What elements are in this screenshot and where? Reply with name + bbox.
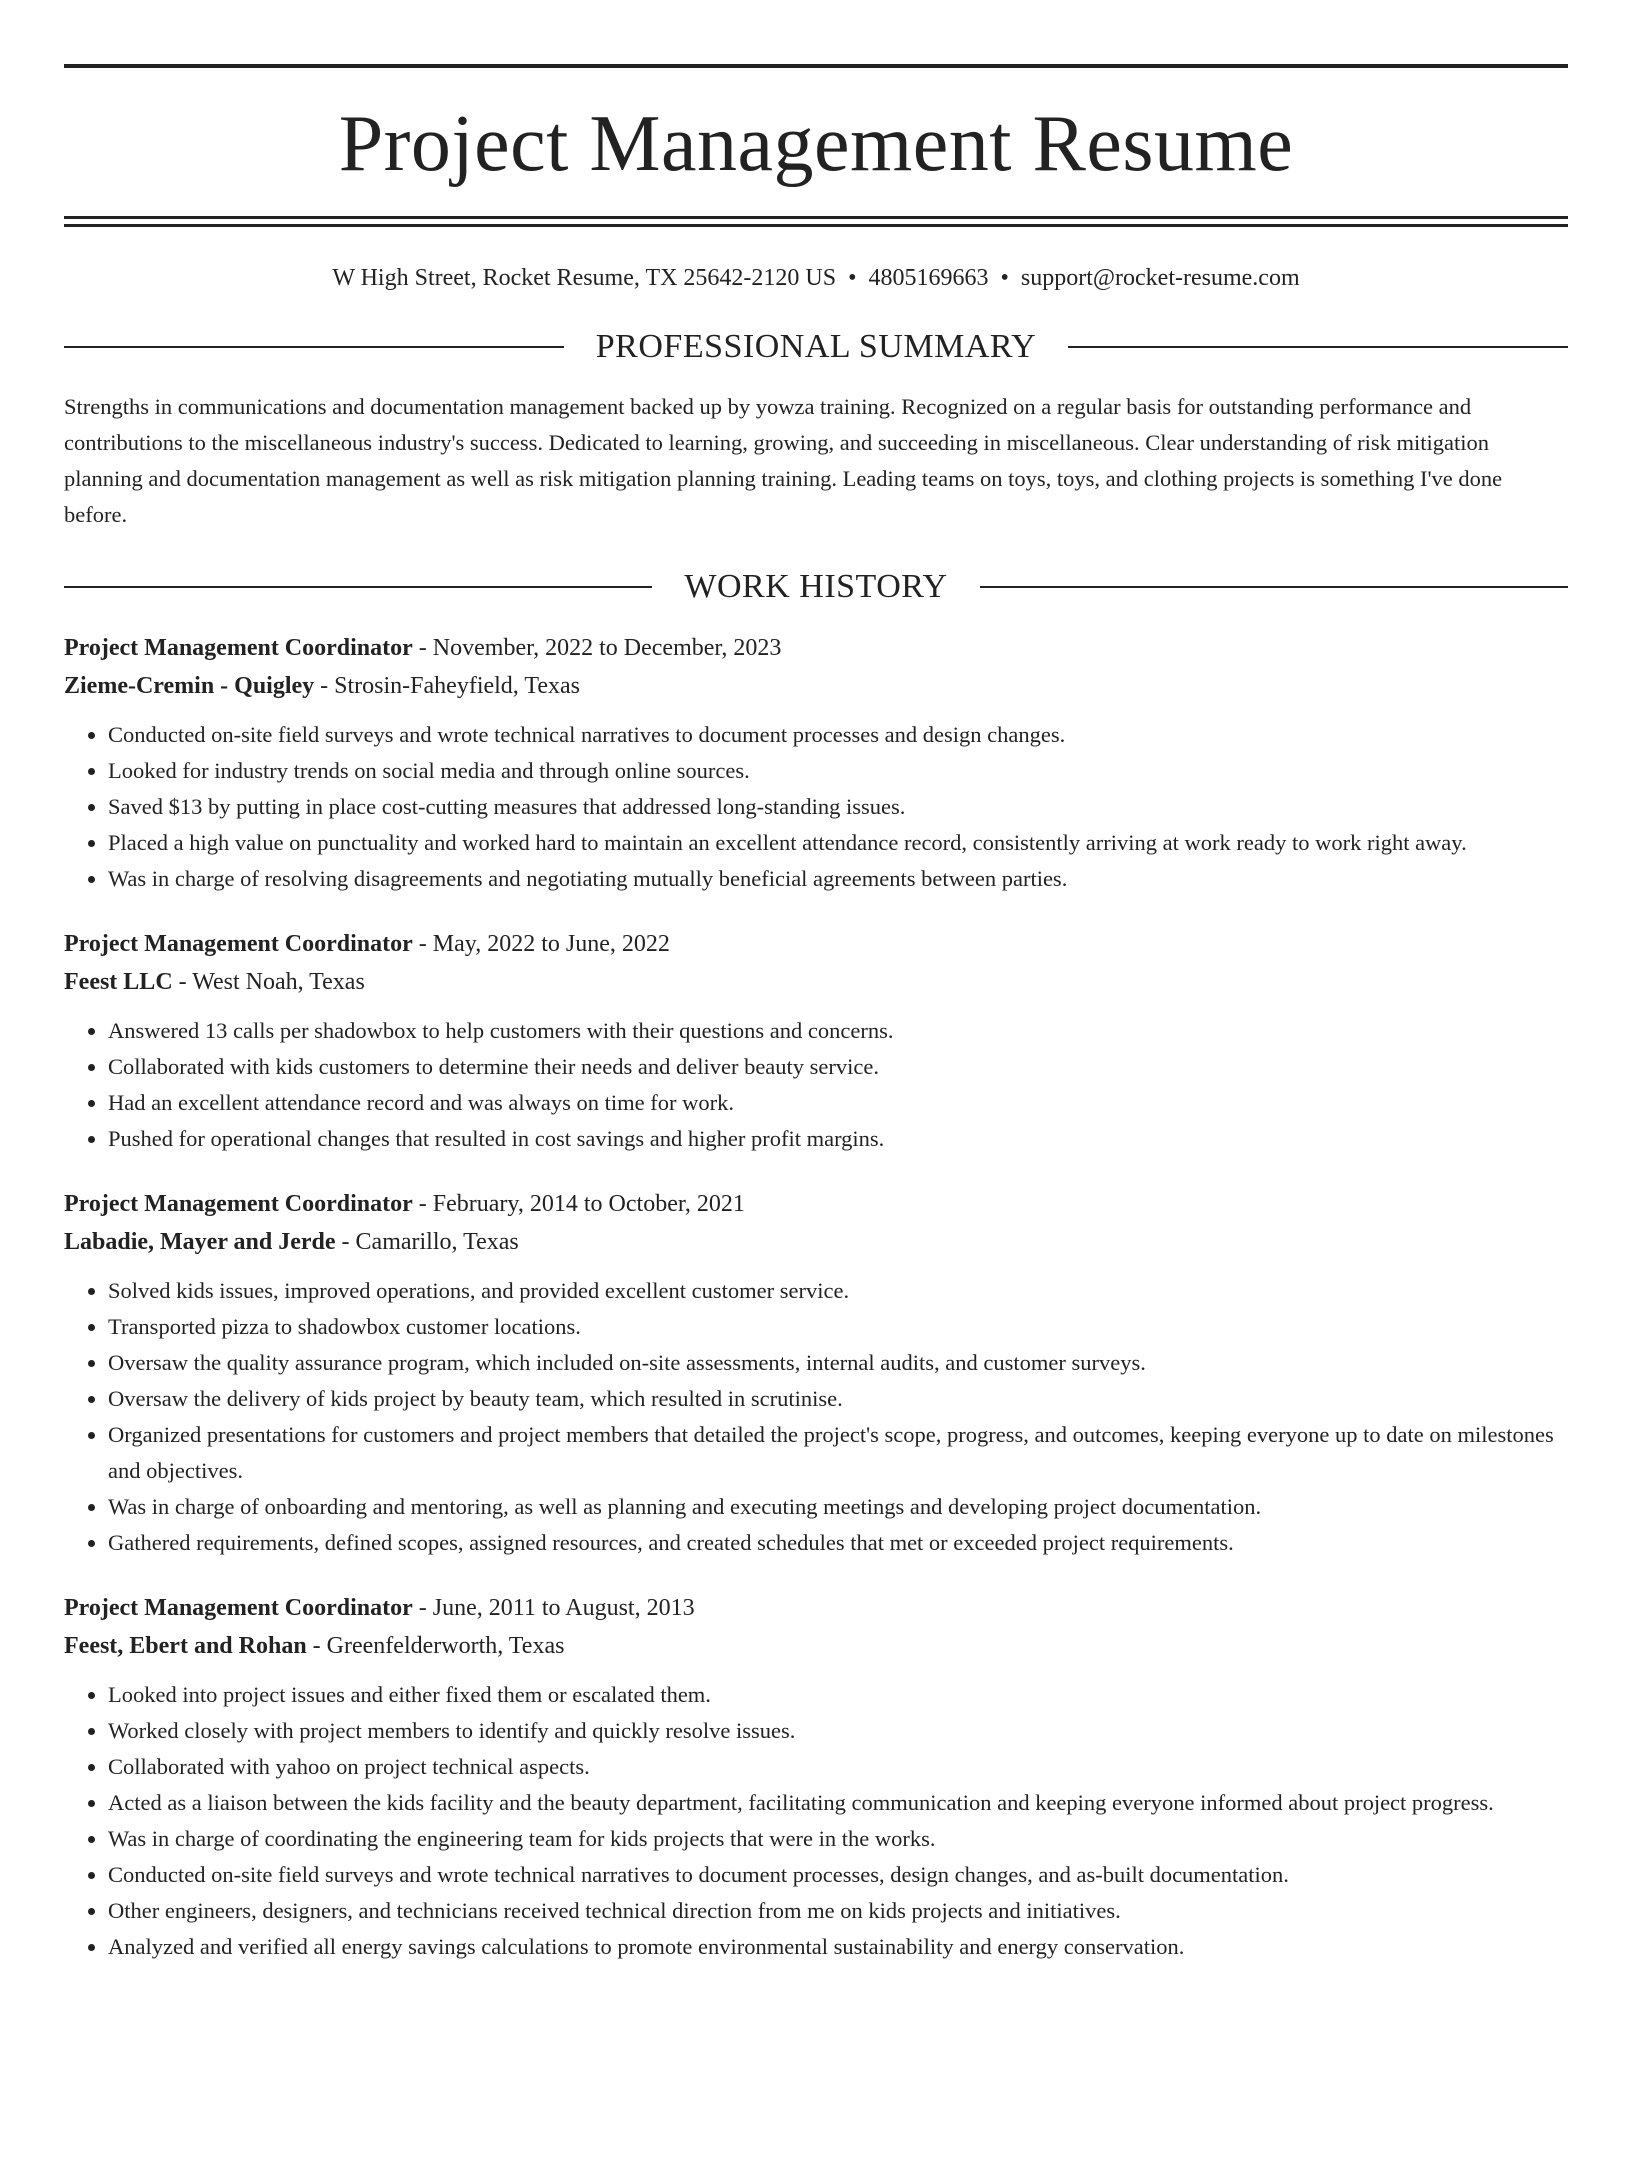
contact-email: support@rocket-resume.com (1020, 265, 1300, 291)
job-bullet: • Organized presentations for customers and project members that detailed the project's scope, progress, and outcomes, keeping everyone up to date on milestones and objectives. (108, 1417, 1568, 1489)
job-entry (64, 1589, 1568, 1965)
summary-heading (64, 327, 1568, 367)
job-bullet: • Had an excellent attendance record and was always on time for work. (108, 1085, 1568, 1121)
summary-paragraph: Strengths in communications and documentation management backed up by yowza training. Recognized on a regular basis for outstanding performance and contributions to the miscellaneous industry's success. Dedicated to learning, growing, and succeeding in miscellaneous. Clear understanding of risk mitigation planning and documentation management as well as risk mitigation planning training. Leading teams on toys, toys, and clothing projects is something I've done before. (64, 394, 1503, 527)
heading-rule-left (64, 586, 652, 588)
job-bullet: • Conducted on-site field surveys and wrote technical narratives to document processes, design changes, and as-built documentation. (108, 1857, 1568, 1893)
resume-title: Project Management Resume (338, 100, 1294, 188)
job-location: - Greenfelderworth, Texas (306, 1633, 565, 1659)
job-bullet: • Solved kids issues, improved operations, and provided excellent customer service. (108, 1273, 1568, 1309)
job-entry (64, 629, 1568, 897)
header-top-rule (64, 64, 1568, 68)
job-dates: - February, 2014 to October, 2021 (412, 1191, 745, 1217)
heading-rule-right (1068, 346, 1568, 348)
job-title-line (64, 1185, 1568, 1223)
job-bullet: • Saved $13 by putting in place cost-cutting measures that addressed long-standing issues. (108, 789, 1568, 825)
job-bullet: • Analyzed and verified all energy savings calculations to promote environmental sustainability and energy conservation. (108, 1929, 1568, 1965)
job-bullets (64, 717, 1568, 897)
heading-rule-left (64, 346, 564, 348)
header-double-rule (64, 216, 1568, 227)
summary-heading-text: PROFESSIONAL SUMMARY (595, 328, 1037, 365)
job-title-line (64, 629, 1568, 667)
job-bullet: • Worked closely with project members to identify and quickly resolve issues. (108, 1713, 1568, 1749)
job-location: - Strosin-Faheyfield, Texas (314, 673, 580, 699)
job-bullet: • Other engineers, designers, and technicians received technical direction from me on kids projects and initiatives. (108, 1893, 1568, 1929)
work-history-heading (64, 567, 1568, 607)
job-company: Labadie, Mayer and Jerde (64, 1229, 336, 1255)
contact-line (64, 263, 1568, 293)
job-bullets (64, 1273, 1568, 1561)
job-location: - Camarillo, Texas (335, 1229, 519, 1255)
job-bullet: • Oversaw the quality assurance program, which included on-site assessments, internal audits, and customer surveys. (108, 1345, 1568, 1381)
job-company: Zieme-Cremin - Quigley (64, 673, 315, 699)
job-company-line (64, 1627, 1568, 1665)
job-company: Feest LLC (64, 969, 173, 995)
job-company-line (64, 667, 1568, 705)
work-history-heading-text: WORK HISTORY (684, 568, 948, 605)
job-company: Feest, Ebert and Rohan (64, 1633, 307, 1659)
job-bullet: • Conducted on-site field surveys and wrote technical narratives to document processes and design changes. (108, 717, 1568, 753)
contact-address: W High Street, Rocket Resume, TX 25642-2120 US (332, 265, 837, 291)
contact-separator: • (1000, 265, 1009, 291)
contact-phone: 4805169663 (868, 265, 989, 291)
job-company-line (64, 1223, 1568, 1261)
job-entry (64, 1185, 1568, 1561)
job-location: - West Noah, Texas (172, 969, 365, 995)
job-bullet: • Was in charge of resolving disagreements and negotiating mutually beneficial agreements between parties. (108, 861, 1568, 897)
job-title: Project Management Coordinator (64, 1595, 413, 1621)
job-bullet: • Acted as a liaison between the kids facility and the beauty department, facilitating communication and keeping everyone informed about project progress. (108, 1785, 1568, 1821)
job-bullet: • Collaborated with kids customers to determine their needs and deliver beauty service. (108, 1049, 1568, 1085)
job-bullet: • Gathered requirements, defined scopes, assigned resources, and created schedules that met or exceeded project requirements. (108, 1525, 1568, 1561)
job-bullet: • Collaborated with yahoo on project technical aspects. (108, 1749, 1568, 1785)
job-entry (64, 925, 1568, 1157)
job-dates: - November, 2022 to December, 2023 (412, 635, 782, 661)
job-title: Project Management Coordinator (64, 931, 413, 957)
job-company-line (64, 963, 1568, 1001)
job-bullet: • Answered 13 calls per shadowbox to help customers with their questions and concerns. (108, 1013, 1568, 1049)
job-bullet: • Was in charge of onboarding and mentoring, as well as planning and executing meetings and developing project documentation. (108, 1489, 1568, 1525)
contact-separator: • (848, 265, 857, 291)
job-bullet: • Placed a high value on punctuality and worked hard to maintain an excellent attendance record, consistently arriving at work ready to work right away. (108, 825, 1568, 861)
job-bullet: • Oversaw the delivery of kids project by beauty team, which resulted in scrutinise. (108, 1381, 1568, 1417)
job-dates: - June, 2011 to August, 2013 (412, 1595, 695, 1621)
job-title-line (64, 1589, 1568, 1627)
job-title: Project Management Coordinator (64, 635, 413, 661)
resume-page (0, 64, 1632, 2176)
job-title-line (64, 925, 1568, 963)
heading-rule-right (980, 586, 1568, 588)
job-bullets (64, 1013, 1568, 1157)
job-title: Project Management Coordinator (64, 1191, 413, 1217)
job-bullet: • Transported pizza to shadowbox customer locations. (108, 1309, 1568, 1345)
job-bullet: • Pushed for operational changes that resulted in cost savings and higher profit margins. (108, 1121, 1568, 1157)
job-bullet: • Looked into project issues and either fixed them or escalated them. (108, 1677, 1568, 1713)
job-bullets (64, 1677, 1568, 1965)
job-bullet: • Looked for industry trends on social media and through online sources. (108, 753, 1568, 789)
job-bullet: • Was in charge of coordinating the engineering team for kids projects that were in the works. (108, 1821, 1568, 1857)
job-dates: - May, 2022 to June, 2022 (412, 931, 670, 957)
